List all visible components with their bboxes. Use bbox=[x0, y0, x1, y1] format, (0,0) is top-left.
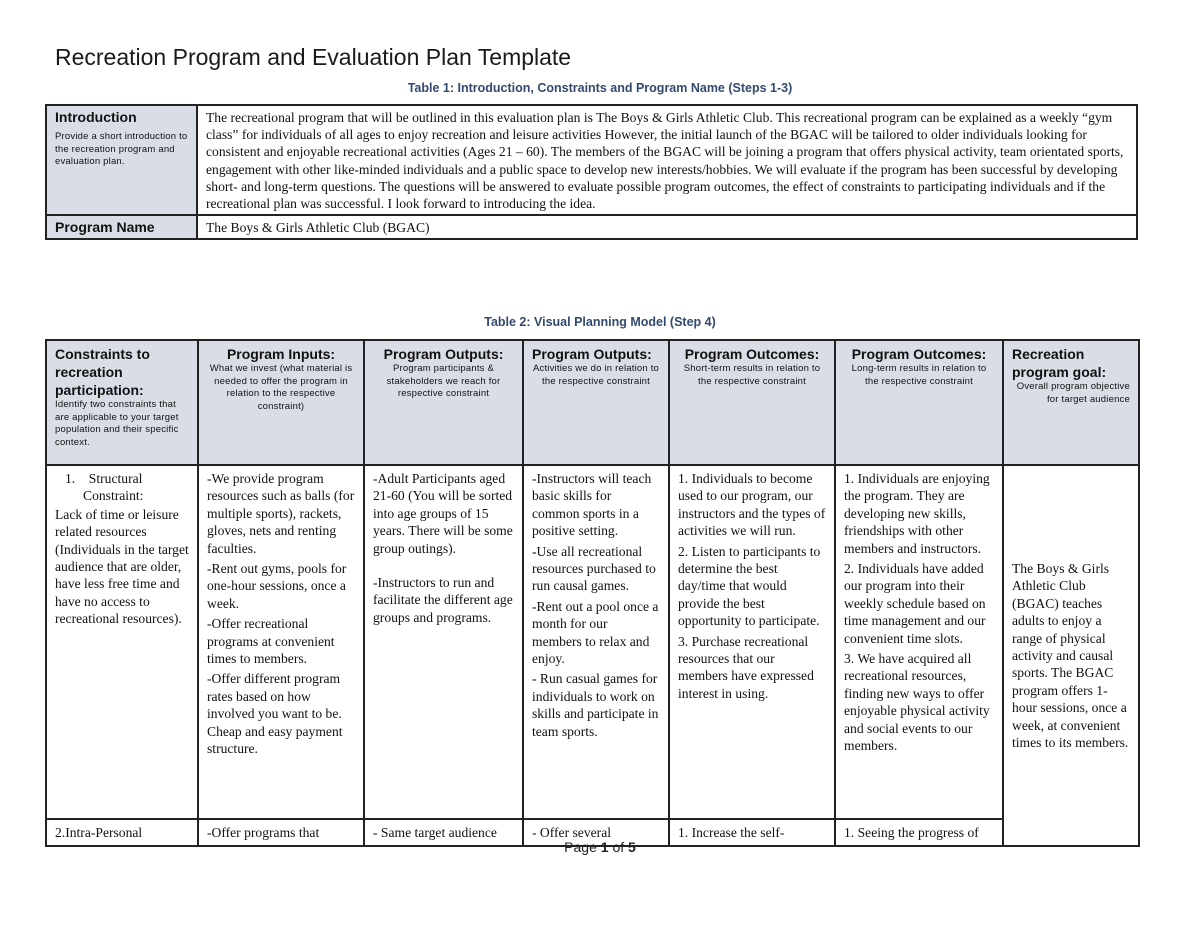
header-outcomes-short-title: Program Outcomes: bbox=[684, 346, 820, 362]
constraint-title: Structural Constraint: bbox=[83, 471, 144, 504]
introduction-row bbox=[46, 105, 1137, 215]
list-item: 1. Individuals to become used to our program, our instructors and the types of activities we will run. bbox=[678, 471, 826, 539]
introduction-text[interactable]: The recreational program that will be outlined in this evaluation plan is The Boys & Girls Athletic Club. This recreational program can be explained as a weekly “gym class” for individuals of all ages to enjoy recreation and leisure activities However, the initial launch of the BGAC will be tailored to older individuals looking for consistent and enjoyable recreational activities (Ages 21 – 60). The members of the BGAC will be joining a program that offers physical activity, team orientated sports, engagement with other like-minded individuals and a public space to develop new interests/hobbies. We will evaluate if the program has been successful by developing short- and long-term questions. The questions will be answered to evaluate possible program outcomes, the effect of constraints to participating individuals and if the recreational plan was successful. I look forward to introducing the idea. bbox=[197, 105, 1137, 215]
header-outputs1-title: Program Outputs: bbox=[383, 346, 504, 362]
document-title: Recreation Program and Evaluation Plan Template bbox=[55, 44, 572, 70]
header-outcomes-long bbox=[835, 340, 1003, 465]
inputs-cell-1[interactable] bbox=[198, 465, 364, 819]
constraint-heading bbox=[55, 470, 189, 505]
header-outputs2-title: Program Outputs: bbox=[532, 346, 652, 362]
activities-cell-2[interactable]: - Offer several bbox=[523, 819, 669, 846]
header-constraints-sub: Identify two constraints that are applicable to your target population and their specific context. bbox=[55, 399, 179, 448]
list-item: 3. We have acquired all recreational resources, finding new ways to offer enjoyable physical activity and social events to our members. bbox=[844, 651, 990, 754]
short-term-cell-1[interactable] bbox=[669, 465, 835, 819]
header-outputs1-sub: Program participants & stakeholders we reach for respective constraint bbox=[386, 363, 501, 399]
activities-cell-1[interactable] bbox=[523, 465, 669, 819]
list-item: -Instructors to run and facilitate the different age groups and programs. bbox=[373, 575, 513, 625]
page-number bbox=[0, 839, 1200, 855]
list-item: -Rent out gyms, pools for one-hour sessions, once a week. bbox=[207, 561, 347, 611]
visual-planning-model-table bbox=[45, 339, 1140, 847]
header-inputs bbox=[198, 340, 364, 465]
list-item: - Run casual games for individuals to work on skills and participate in team sports. bbox=[532, 671, 659, 739]
list-item: 3. Purchase recreational resources that our members have expressed interest in using. bbox=[678, 633, 814, 701]
page-current: 1 bbox=[600, 839, 609, 855]
page-prefix: Page bbox=[564, 839, 597, 855]
page-total: 5 bbox=[628, 839, 636, 855]
program-name-value[interactable]: The Boys & Girls Athletic Club (BGAC) bbox=[197, 215, 1137, 239]
introduction-table bbox=[45, 104, 1138, 240]
constraint-cell-2[interactable]: 2.Intra-Personal bbox=[46, 819, 198, 846]
header-outcomes-short bbox=[669, 340, 835, 465]
header-outputs-participants bbox=[364, 340, 523, 465]
program-name-label: Program Name bbox=[55, 219, 155, 236]
list-item: -Adult Participants aged 21-60 (You will be sorted into age groups of 15 years. There will be some group outings). bbox=[373, 471, 513, 556]
constraint-text: Lack of time or leisure related resources (Individuals in the target audience that are older, have less free time and have no access to recreational resources). bbox=[55, 506, 189, 627]
list-item: -Rent out a pool once a month for our members to relax and enjoy. bbox=[532, 598, 659, 667]
page-of: of bbox=[612, 839, 625, 855]
constraint-number: 1. bbox=[65, 471, 76, 486]
header-outcomes-short-sub: Short-term results in relation to the respective constraint bbox=[683, 363, 821, 387]
list-item: 1. Individuals are enjoying the program. They are developing new skills, friendships with other members and instructors. bbox=[844, 471, 990, 556]
list-item: -Instructors will teach basic skills for common sports in a positive setting. bbox=[532, 471, 652, 539]
header-outcomes-long-title: Program Outcomes: bbox=[851, 346, 987, 362]
list-item: -We provide program resources such as balls (for multiple sports), rackets, gloves, nets and renting faculties. bbox=[207, 471, 355, 556]
participants-cell-1[interactable] bbox=[364, 465, 523, 819]
header-constraints-title: Constraints to recreation participation: bbox=[55, 346, 150, 398]
participants-cell-2[interactable]: - Same target audience bbox=[364, 819, 523, 846]
header-outcomes-long-sub: Long-term results in relation to the respective constraint bbox=[851, 363, 987, 387]
list-item: 2. Listen to participants to determine the best day/time that would provide the best opportunity to participate. bbox=[678, 543, 821, 629]
table1-caption: Table 1: Introduction, Constraints and Program Name (Steps 1-3) bbox=[407, 81, 793, 95]
inputs-cell-2[interactable]: -Offer programs that bbox=[198, 819, 364, 846]
header-inputs-title: Program Inputs: bbox=[226, 346, 336, 362]
list-item: 2. Individuals have added our program into their weekly schedule based on time management and our convenient time slots. bbox=[844, 561, 986, 646]
constraint-cell-1[interactable] bbox=[46, 465, 198, 819]
header-goal bbox=[1003, 340, 1139, 465]
long-term-cell-2[interactable]: 1. Seeing the progress of bbox=[835, 819, 1003, 846]
goal-cell[interactable]: The Boys & Girls Athletic Club (BGAC) teaches adults to enjoy a range of physical activity and causal sports. The BGAC program offers 1-hour sessions, once a week, at convenient times to its members. bbox=[1003, 465, 1139, 846]
introduction-label: Introduction bbox=[55, 109, 137, 125]
header-goal-sub: Overall program objective for target audience bbox=[1016, 381, 1130, 405]
list-item: -Use all recreational resources purchased to run causal games. bbox=[532, 543, 656, 594]
header-inputs-sub: What we invest (what material is needed to offer the program in relation to the respective constraint) bbox=[209, 363, 353, 412]
program-name-row bbox=[46, 215, 1137, 239]
table2-caption: Table 2: Visual Planning Model (Step 4) bbox=[484, 315, 716, 329]
header-constraints bbox=[46, 340, 198, 465]
header-goal-title: Recreation program goal: bbox=[1012, 346, 1107, 380]
introduction-header-cell bbox=[46, 105, 197, 215]
program-name-header-cell bbox=[46, 215, 197, 239]
header-row bbox=[46, 340, 1139, 465]
list-item: -Offer recreational programs at convenient times to members. bbox=[207, 616, 335, 667]
header-outputs-activities bbox=[523, 340, 669, 465]
introduction-hint: Provide a short introduction to the recreation program and evaluation plan. bbox=[55, 131, 188, 167]
table-row bbox=[46, 465, 1139, 819]
list-item: -Offer different program rates based on how involved you want to be. Cheap and easy payment structure. bbox=[207, 671, 343, 757]
long-term-cell-1[interactable] bbox=[835, 465, 1003, 819]
header-outputs2-sub: Activities we do in relation to the respective constraint bbox=[532, 363, 660, 387]
short-term-cell-2[interactable]: 1. Increase the self- bbox=[669, 819, 835, 846]
